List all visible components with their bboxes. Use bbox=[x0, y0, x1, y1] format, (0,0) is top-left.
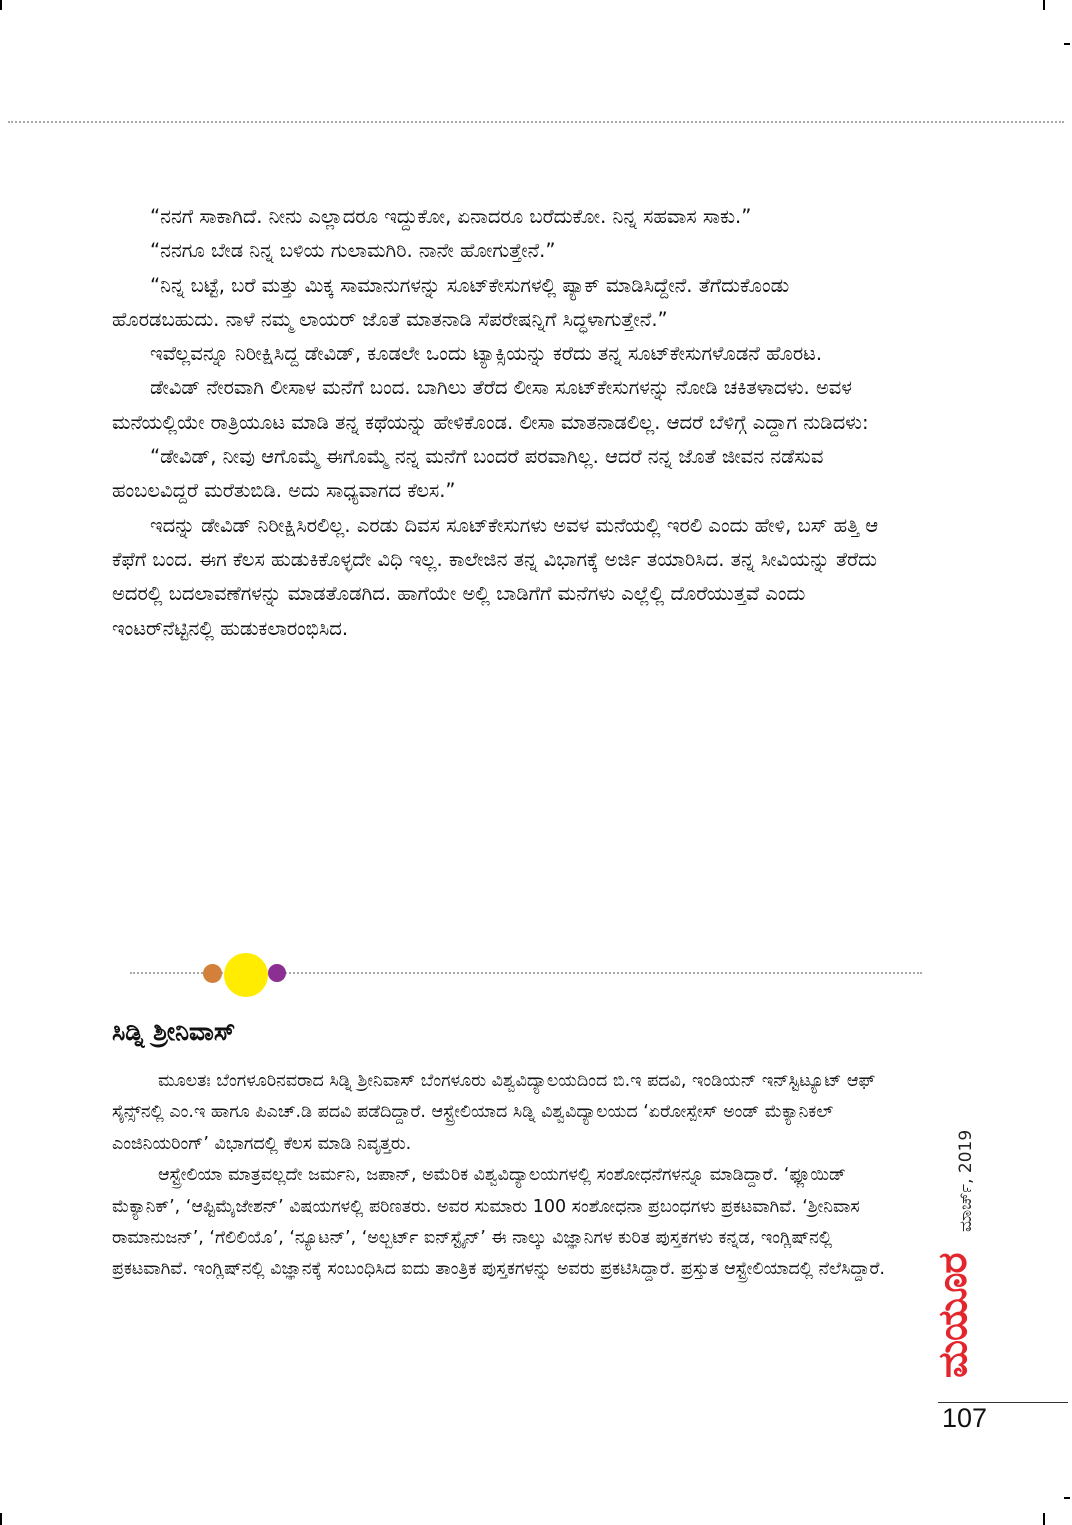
story-paragraph: “ನನಗೂ ಬೇಡ ನಿನ್ನ ಬಳಿಯ ಗುಲಾಮಗಿರಿ. ನಾನೇ ಹೋಗುತ್ತೇನೆ.” bbox=[150, 239, 556, 263]
crop-mark-top-left bbox=[0, 0, 2, 10]
story-paragraph: ಇವೆಲ್ಲವನ್ನೂ ನಿರೀಕ್ಷಿಸಿದ್ದ ಡೇವಿಡ್, ಕೂಡಲೇ ಒಂದು ಟ್ಯಾಕ್ಸಿಯನ್ನು ಕರೆದು ತನ್ನ ಸೂಟ್‌ಕೇಸುಗಳೊಡನೆ ಹೊರಟ. bbox=[150, 342, 823, 366]
yellow-dot-ornament bbox=[224, 953, 268, 997]
crop-mark-bottom-right-tick bbox=[1064, 1497, 1070, 1499]
story-paragraph: ಡೇವಿಡ್ ನೇರವಾಗಿ ಲೀಸಾಳ ಮನೆಗೆ ಬಂದ. ಬಾಗಿಲು ತೆರೆದ ಲೀಸಾ ಸೂಟ್‌ಕೇಸುಗಳನ್ನು ನೋಡಿ ಚಕಿತಳಾದಳು. ಅವಳ ಮನೆಯಲ್ಲಿಯೇ ರಾತ್ರಿಯೂಟ ಮಾಡಿ ತನ್ನ ಕಥೆಯನ್ನು ಹೇಳಿಕೊಂಡ. ಲೀಸಾ ಮಾತನಾಡಲಿಲ್ಲ. ಆದರೆ ಬೆಳಿಗ್ಗೆ ಎದ್ದಾಗ ನುಡಿದಳು: bbox=[112, 376, 869, 434]
story-paragraph: ಇದನ್ನು ಡೇವಿಡ್ ನಿರೀಕ್ಷಿಸಿರಲಿಲ್ಲ. ಎರಡು ದಿವಸ ಸೂಟ್‌ಕೇಸುಗಳು ಅವಳ ಮನೆಯಲ್ಲಿ ಇರಲಿ ಎಂದು ಹೇಳಿ, ಬಸ್ ಹತ್ತಿ ಆ ಕೆಫೆಗೆ ಬಂದ. ಈಗ ಕೆಲಸ ಹುಡುಕಿಕೊಳ್ಳದೇ ವಿಧಿ ಇಲ್ಲ. ಕಾಲೇಜಿನ ತನ್ನ ವಿಭಾಗಕ್ಕೆ ಅರ್ಜಿ ತಯಾರಿಸಿದ. ತನ್ನ ಸೀವಿಯನ್ನು ತೆರೆದು ಅದರಲ್ಲಿ ಬದಲಾವಣೆಗಳನ್ನು ಮಾಡತೊಡಗಿದ. ಹಾಗೆಯೇ ಅಲ್ಲಿ ಬಾಡಿಗೆಗೆ ಮನೆಗಳು ಎಲ್ಲೆಲ್ಲಿ ದೊರೆಯುತ್ತವೆ ಎಂದು ಇಂಟರ್‌ನೆಟ್ಟಿನಲ್ಲಿ ಹುಡುಕಲಾರಂಭಿಸಿದ. bbox=[112, 513, 879, 640]
story-text bbox=[112, 200, 902, 646]
top-dotted-rule bbox=[8, 121, 1064, 123]
bio-paragraph: ಮೂಲತಃ ಬೆಂಗಳೂರಿನವರಾದ ಸಿಡ್ನಿ ಶ್ರೀನಿವಾಸ್ ಬೆಂಗಳೂರು ವಿಶ್ವವಿದ್ಯಾಲಯದಿಂದ ಬಿ.ಇ ಪದವಿ, ಇಂಡಿಯನ್ ಇನ್‌ಸ್ಟಿಟ್ಯೂಟ್ ಆಫ್ ಸೈನ್ಸ್‌ನಲ್ಲಿ ಎಂ.ಇ ಹಾಗೂ ಪಿಎಚ್.ಡಿ ಪದವಿ ಪಡೆದಿದ್ದಾರೆ. ಆಸ್ಟ್ರೇಲಿಯಾದ ಸಿಡ್ನಿ ವಿಶ್ವವಿದ್ಯಾಲಯದ ‘ಏರೋಸ್ಪೇಸ್ ಅಂಡ್ ಮೆಕ್ಯಾನಿಕಲ್ ಎಂಜಿನಿಯರಿಂಗ್’ ವಿಭಾಗದಲ್ಲಿ ಕೆಲಸ ಮಾಡಿ ನಿವೃತ್ತರು. bbox=[112, 1071, 876, 1154]
story-paragraph: “ನಿನ್ನ ಬಟ್ಟೆ, ಬರೆ ಮತ್ತು ಮಿಕ್ಕ ಸಾಮಾನುಗಳನ್ನು ಸೂಟ್‌ಕೇಸುಗಳಲ್ಲಿ ಪ್ಯಾಕ್ ಮಾಡಿಸಿದ್ದೇನೆ. ತೆಗೆದುಕೊಂಡು ಹೊರಡಬಹುದು. ನಾಳೆ ನಮ್ಮ ಲಾಯರ್ ಜೊತೆ ಮಾತನಾಡಿ ಸೆಪರೇಷನ್ನಿಗೆ ಸಿದ್ಧಳಾಗುತ್ತೇನೆ.” bbox=[112, 273, 790, 331]
author-name-heading: ಸಿಡ್ನಿ ಶ್ರೀನಿವಾಸ್ bbox=[112, 1017, 236, 1046]
story-paragraph: “ನನಗೆ ಸಾಕಾಗಿದೆ. ನೀನು ಎಲ್ಲಾದರೂ ಇದ್ದುಕೋ, ಏನಾದರೂ ಬರೆದುಕೋ. ನಿನ್ನ ಸಹವಾಸ ಸಾಕು.” bbox=[150, 205, 752, 228]
magazine-logo: ಮಯೂರ bbox=[930, 1253, 976, 1378]
page-number: 107 bbox=[942, 1403, 988, 1433]
author-bio bbox=[112, 1066, 910, 1286]
purple-dot-ornament bbox=[268, 964, 286, 982]
crop-mark-bottom-right bbox=[1043, 1513, 1045, 1525]
issue-date: ಮಾರ್ಚ್, 2019 bbox=[956, 1129, 976, 1232]
orange-dot-ornament bbox=[203, 964, 222, 983]
crop-mark-top-right bbox=[1043, 0, 1045, 10]
crop-mark-top-right-tick bbox=[1064, 43, 1070, 45]
crop-mark-bottom-left bbox=[0, 1513, 2, 1525]
bio-paragraph: ಆಸ್ಟ್ರೇಲಿಯಾ ಮಾತ್ರವಲ್ಲದೇ ಜರ್ಮನಿ, ಜಪಾನ್, ಅಮೆರಿಕ ವಿಶ್ವವಿದ್ಯಾಲಯಗಳಲ್ಲಿ ಸಂಶೋಧನೆಗಳನ್ನೂ ಮಾಡಿದ್ದಾರೆ. ‘ಫ್ಲೂಯಿಡ್ ಮೆಕ್ಯಾನಿಕ್’, ‘ಆಪ್ಟಿಮೈಜೇಶನ್’ ವಿಷಯಗಳಲ್ಲಿ ಪರಿಣತರು. ಅವರ ಸುಮಾರು 100 ಸಂಶೋಧನಾ ಪ್ರಬಂಧಗಳು ಪ್ರಕಟವಾಗಿವೆ. ‘ಶ್ರೀನಿವಾಸ ರಾಮಾನುಜನ್’, ‘ಗೆಲಿಲಿಯೊ’, ‘ನ್ಯೂಟನ್’, ‘ಅಲ್ಬರ್ಟ್ ಐನ್‌ಸ್ಟೈನ್’ ಈ ನಾಲ್ಕು ವಿಜ್ಞಾನಿಗಳ ಕುರಿತ ಪುಸ್ತಕಗಳು ಕನ್ನಡ, ಇಂಗ್ಲಿಷ್‌ನಲ್ಲಿ ಪ್ರಕಟವಾಗಿವೆ. ಇಂಗ್ಲಿಷ್‌ನಲ್ಲಿ ವಿಜ್ಞಾನಕ್ಕೆ ಸಂಬಂಧಿಸಿದ ಐದು ತಾಂತ್ರಿಕ ಪುಸ್ತಕಗಳನ್ನು ಅವರು ಪ್ರಕಟಿಸಿದ್ದಾರೆ. ಪ್ರಸ್ತುತ ಆಸ್ಟ್ರೇಲಿಯಾದಲ್ಲಿ ನೆಲೆಸಿದ್ದಾರೆ. bbox=[112, 1165, 885, 1280]
story-paragraph: “ಡೇವಿಡ್, ನೀವು ಆಗೊಮ್ಮೆ ಈಗೊಮ್ಮೆ ನನ್ನ ಮನೆಗೆ ಬಂದರೆ ಪರವಾಗಿಲ್ಲ. ಆದರೆ ನನ್ನ ಜೊತೆ ಜೀವನ ನಡೆಸುವ ಹಂಬಲವಿದ್ದರೆ ಮರೆತುಬಿಡಿ. ಅದು ಸಾಧ್ಯವಾಗದ ಕೆಲಸ.” bbox=[112, 445, 824, 503]
